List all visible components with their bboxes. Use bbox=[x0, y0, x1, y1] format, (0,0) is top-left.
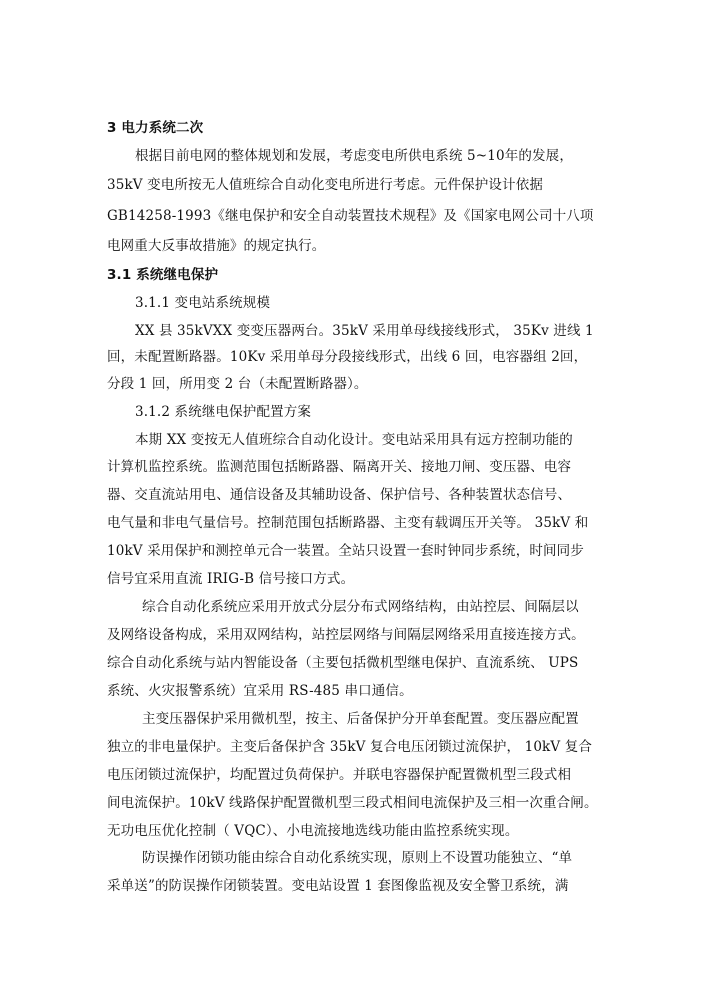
paragraph-5-line-5: 无功电压优化控制（ VQC）、小电流接地选线功能由监控系统实现。 bbox=[107, 823, 519, 839]
paragraph-5-line-2: 独立的非电量保护。主变后备保护含 35kV 复合电压闭锁过流保护， 10kV 复合 bbox=[107, 739, 593, 755]
paragraph-2-line-1: XX 县 35kVXX 变变压器两台。35kV 采用单母线接线形式， 35Kv 进线 1 bbox=[135, 323, 594, 339]
paragraph-2-line-2: 回，未配置断路器。10Kv 采用单母分段接线形式，出线 6 回，电容器组 2回， bbox=[107, 349, 588, 365]
paragraph-3-line-4: 电气量和非电气量信号。控制范围包括断路器、主变有载调压开关等。 35kV 和 bbox=[107, 515, 589, 531]
subsection-3-1-1-heading: 3.1.1 变电站系统规模 bbox=[135, 295, 271, 311]
paragraph-4-line-2: 及网络设备构成，采用双网结构，站控层网络与间隔层网络采用直接连接方式。 bbox=[107, 627, 585, 643]
paragraph-5-line-3: 电压闭锁过流保护，均配置过负荷保护。并联电容器保护配置微机型三段式相 bbox=[107, 767, 572, 783]
paragraph-3-line-5: 10kV 采用保护和测控单元合一装置。全站只设置一套时钟同步系统，时间同步 bbox=[107, 543, 584, 559]
subsection-3-1-2-heading: 3.1.2 系统继电保护配置方案 bbox=[135, 404, 312, 420]
paragraph-1-line-2: 35kV 变电所按无人值班综合自动化变电所进行考虑。元件保护设计依据 bbox=[107, 177, 543, 193]
paragraph-6-line-2: 采单送”的防误操作闭锁装置。变电站设置 1 套图像监视及安全警卫系统，满 bbox=[107, 878, 569, 894]
paragraph-2-line-3: 分段 1 回，所用变 2 台（未配置断路器）。 bbox=[107, 376, 368, 392]
paragraph-4-line-1: 综合自动化系统应采用开放式分层分布式网络结构，由站控层、间隔层以 bbox=[142, 599, 579, 615]
section-3-heading: 3 电力系统二次 bbox=[107, 120, 204, 136]
section-3-1-heading: 3.1 系统继电保护 bbox=[107, 267, 219, 283]
paragraph-3-line-1: 本期 XX 变按无人值班综合自动化设计。变电站采用具有远方控制功能的 bbox=[135, 432, 573, 448]
paragraph-3-line-6: 信号宜采用直流 IRIG-B 信号接口方式。 bbox=[107, 571, 355, 587]
paragraph-4-line-4: 系统、火灾报警系统）宜采用 RS-485 串口通信。 bbox=[107, 683, 413, 699]
paragraph-6-line-1: 防误操作闭锁功能由综合自动化系统实现，原则上不设置功能独立、“单 bbox=[142, 850, 573, 866]
paragraph-5-line-1: 主变压器保护采用微机型，按主、后备保护分开单套配置。变压器应配置 bbox=[142, 711, 579, 727]
paragraph-3-line-2: 计算机监控系统。监测范围包括断路器、隔离开关、接地刀闸、变压器、电容 bbox=[107, 459, 572, 475]
paragraph-3-line-3: 器、交直流站用电、通信设备及其辅助设备、保护信号、各种装置状态信号、 bbox=[107, 487, 572, 503]
paragraph-1-line-1: 根据目前电网的整体规划和发展，考虑变电所供电系统 5~10年的发展， bbox=[135, 148, 573, 164]
paragraph-1-line-4: 电网重大反事故措施》的规定执行。 bbox=[107, 238, 326, 254]
paragraph-1-line-3: GB14258-1993《继电保护和安全自动装置技术规程》及《国家电网公司十八项 bbox=[107, 208, 594, 224]
paragraph-4-line-3: 综合自动化系统与站内智能设备（主要包括微机型继电保护、直流系统、 UPS bbox=[107, 655, 579, 671]
paragraph-5-line-4: 间电流保护。10kV 线路保护配置微机型三段式相间电流保护及三相一次重合闸。 bbox=[107, 795, 598, 811]
